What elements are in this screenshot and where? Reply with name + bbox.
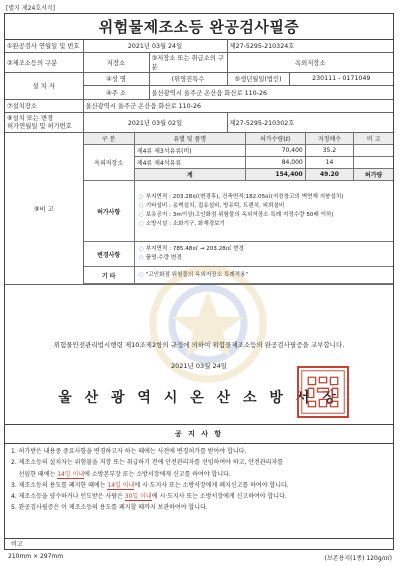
bullet-icon: ○ [138,271,144,278]
paper-size-label: 210mm × 297mm [8,553,64,560]
bullet-icon: ○ [138,212,144,218]
facility-type-value: 저장소 [83,52,149,72]
change-items [134,242,393,267]
site-label: ⑦설치장소 [5,99,83,113]
inspection-number-label: ①완공검사 연월일 및 번호 [5,39,83,52]
installer-bizno-label: ⑤생년월일(법인) [227,72,289,86]
storage-category: 옥외저장소 [84,145,135,181]
total-label: 계 [134,169,245,181]
col-header-multiple: 지정배수 [305,133,354,145]
official-seal-icon [297,366,349,418]
bullet-icon: ○ [138,221,144,227]
installer-address-label: ④주 소 [83,86,149,100]
site-value: 울산광역시 울주군 온산읍 화산로 110-26 [83,99,393,113]
list-item: 선임한 때에는 14일 이내에 소방본부장 또는 소방서장에게 신고를 하여야 합니다. [11,470,231,478]
table-row-quantity: 84,000 [245,157,305,169]
list-item: 2. 제조소등의 설치자는 위험물을 저장 또는 취급하기 전에 안전관리자를 선임하여야 하고, 안전관리자를 [11,459,284,467]
table-row-note [354,145,393,157]
installer-name-value: (위영진특수 [149,72,227,86]
bullet-icon: ○ [138,246,144,252]
total-quantity: 154,400 [245,169,305,181]
issue-date: 2021년 03월 24일 [170,362,228,370]
list-item: ○ 품명·수량 변경 [138,255,182,261]
certificate-table [5,39,393,285]
inspection-number: 제27-5295-210324호 [227,39,393,52]
col-header-quantity: 허가수량(ℓ) [245,133,305,145]
paper-type-label: (보존용지(1종) 120g/㎡) [324,555,392,562]
table-row-note [354,157,393,169]
bullet-icon: ○ [138,194,144,200]
list-item: 3. 제조소등의 용도를 폐지한 때에는 14일 이내에 시·도지사 또는 소방서장에게 폐지신고를 하여야 합니다. [11,481,289,489]
list-item: ○ 부지면적 : 203.28㎡(변경후), 건축면적:182.05㎡(저장창고의 벽면재 지붕설치) [138,194,344,200]
installer-label: 설 치 자 [5,72,83,99]
issuance-statement: 위험물안전관리법시행령 제10조제2항의 규정에 의하여 위험물제조소등의 완공검사필증을 교부합니다. [53,341,345,349]
permit-items [134,181,393,242]
bullet-icon: ○ [138,203,144,209]
permit-label: ⑧설치 또는 변경 허가연월일 및 허가번호 [5,113,83,133]
other-items-label: 기 타 [84,267,135,284]
list-item: ○ 보유공지 : 3m이상(고인화점 위험물의 옥외저장소 특례 지정수량 50배 이하) [138,212,334,218]
list-item: ○ 기타설비 : 옹벽설치, 집유설비, 방유턱, 트렌치, 피뢰설비 [138,203,285,209]
col-header-item: 유별 및 품명 [134,133,245,145]
issuer-name: 울 산 광 역 시 온 산 소 방 서 장 [58,390,340,406]
table-row-multiple: 35.2 [305,145,354,157]
total-note: 허가량 [354,169,393,181]
facility-subtype-label: ③저장소 또는 취급소의 구분 [149,52,227,72]
document-title: 위험물제조소등 완공검사필증 [5,14,393,40]
list-item: ○ 소방시설 : 소화기구, 화재경보기 [138,221,225,227]
total-multiple: 49.20 [305,169,354,181]
col-header-category: 구 분 [84,133,135,145]
permit-date: 2021년 03월 02일 [83,113,227,133]
table-row-quantity: 70,400 [245,145,305,157]
list-item: ○ 부지면적 : 785.48㎡ → 203.28㎡ 변경 [138,246,244,252]
table-row-item: 제4류 제3석유류(비) [134,145,245,157]
permit-items-label: 허가사항 [84,181,135,242]
table-row-item: 제4류 제4석유류 [134,157,245,169]
notice-list [11,446,391,514]
permit-number: 제27-5295-210302호 [227,113,393,133]
remarks-label: ⑨비 고 [5,133,83,285]
table-row-multiple: 14 [305,157,354,169]
list-item: 1. 허가받은 내용중 중요사항을 변경하고자 하는 때에는 사전에 변경허가를 받아야 합니다. [11,448,247,455]
form-number-label: [별지 제24호서식] [6,5,55,12]
installer-address-value: 울산광역시 울주군 온산읍 화산로 110-26 [149,86,393,100]
notice-title: 공 지 사 항 [5,424,393,444]
facility-subtype-value: 옥외저장소 [227,52,393,72]
list-item: 4. 제조소등을 양수하거나 인도받은 사람은 30일 이내에 시·도지사 또는 소방서장에게 신고하여야 합니다. [11,493,287,501]
inspection-date: 2021년 03월 24일 [83,39,227,52]
col-header-note: 비 고 [354,133,393,145]
facility-type-label: ②제조소등의 구분 [5,52,83,72]
remark-label: 비고 [5,538,393,550]
bullet-icon: ○ [138,255,144,261]
list-item: 5. 완공검사필증은 이 제조소등의 용도를 폐지할 때까지 보관하여야 합니다. [11,504,208,512]
change-items-label: 변경사항 [84,242,135,267]
installer-bizno-value: 230111 - 0171049 [289,72,393,86]
remarks-detail [83,133,393,285]
list-item: ○ "고인화점 위험물의 옥외저장소 특례적용" [138,271,249,278]
capacity-table [84,133,394,284]
certificate-form [4,13,394,550]
installer-name-label: ④성 명 [83,72,149,86]
